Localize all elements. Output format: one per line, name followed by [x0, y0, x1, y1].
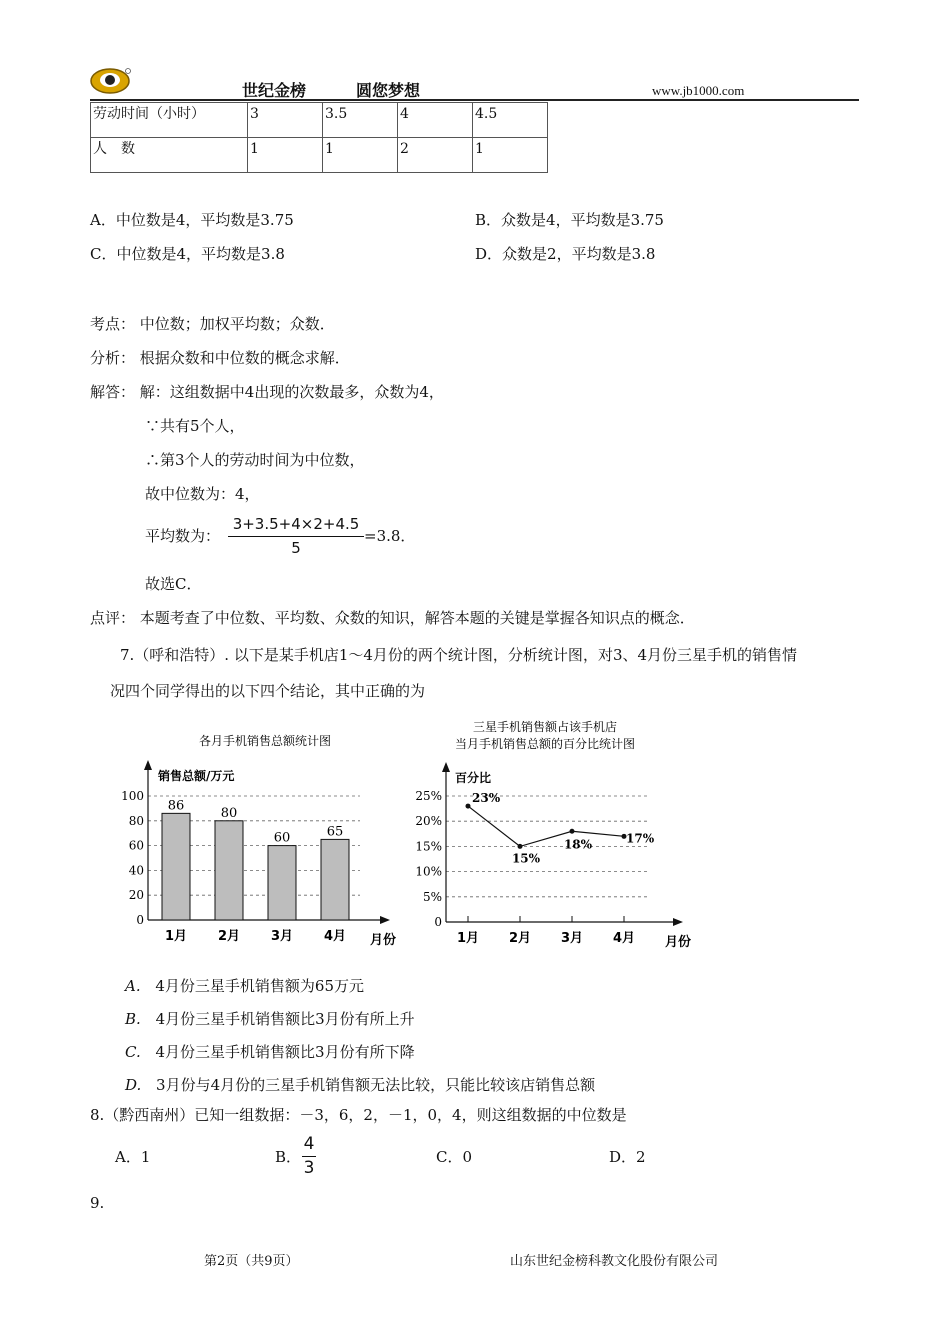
q7-stem-line2: 况四个同学得出的以下四个结论，其中正确的为: [110, 682, 426, 700]
fraction-numerator: 3+3.5+4×2+4.5: [232, 515, 360, 533]
line-chart-data-label: 17%: [626, 831, 655, 846]
option-letter: D.: [125, 1076, 142, 1094]
fraction-denominator: 3: [303, 1158, 315, 1178]
bar-chart-yaxis-arrow: [144, 760, 152, 770]
line-chart-xaxis-arrow: [673, 918, 683, 926]
average-label: 平均数为：: [145, 527, 221, 545]
line-chart-ytick: 25%: [415, 789, 442, 803]
line-chart-point: [466, 804, 471, 809]
option-letter: A.: [125, 977, 141, 995]
bar-chart-category-label: 4月: [323, 929, 347, 944]
bar-chart-ytick: 0: [136, 913, 144, 927]
option-text: 3月份与4月份的三星手机销售额无法比较，只能比较该店销售总额: [156, 1076, 596, 1094]
fraction-numerator: 4: [303, 1134, 315, 1154]
bar-chart-data-label: 60: [273, 830, 291, 846]
header-rule: [90, 99, 859, 101]
solution-step: ∵共有5个人，: [145, 417, 245, 435]
q6-option-a: A．中位数是4，平均数是3.75: [90, 211, 294, 229]
table-row: [91, 103, 548, 138]
bar-chart-xlabel: 月份: [370, 933, 397, 948]
table-cell: 4.5: [473, 103, 548, 138]
bar-chart-ytick: 80: [128, 813, 144, 828]
logo: [90, 66, 134, 96]
bar-chart-data-label: 86: [167, 798, 185, 814]
line-chart-category-label: 2月: [508, 931, 532, 946]
option-letter: C.: [125, 1043, 141, 1061]
q7-option-d: [125, 1075, 595, 1095]
labor-time-table: [90, 102, 548, 173]
q6-option-d: D．众数是2，平均数是3.8: [475, 245, 656, 263]
solution-step: 故中位数为：4，: [145, 485, 260, 503]
line-chart-xlabel: 月份: [665, 935, 692, 950]
line-chart-category-label: 1月: [456, 931, 480, 946]
line-chart-ytick: 10%: [415, 864, 442, 879]
q9-label: 9.: [90, 1194, 105, 1212]
choose-line: 故选C．: [145, 575, 202, 593]
q7-stem-line1: 7.（呼和浩特）. 以下是某手机店1～4月份的两个统计图，分析统计图，对3、4月份三星手机的销售情: [120, 646, 798, 664]
bar-chart-bar: [215, 821, 243, 920]
q8-option-d: D．2: [609, 1148, 646, 1166]
bar-chart-data-label: 65: [326, 824, 344, 840]
line-chart-ytick: 5%: [422, 889, 442, 904]
fenxi-line: 分析： 根据众数和中位数的概念求解．: [90, 349, 350, 367]
average-result: =3.8．: [364, 527, 416, 545]
bar-chart-ytick: 40: [128, 863, 144, 878]
bar-chart-category-label: 1月: [164, 929, 188, 944]
bar-chart-data-label: 80: [220, 805, 238, 821]
line-chart-yaxis-arrow: [442, 762, 450, 772]
table-cell: 2: [398, 138, 473, 173]
bar-chart-ytick: 100: [121, 789, 144, 803]
bar-chart-ylabel: 销售总额/万元: [158, 769, 235, 783]
solution-step: ∴第3个人的劳动时间为中位数，: [145, 451, 365, 469]
line-chart-ylabel: 百分比: [455, 771, 492, 785]
dianping-line: 点评： 本题考查了中位数、平均数、众数的知识，解答本题的关键是掌握各知识点的概念．: [90, 609, 695, 627]
option-text: 4月份三星手机销售额比3月份有所上升: [155, 1010, 415, 1028]
bar-chart-bar: [268, 846, 296, 920]
q8-option-c: C．0: [436, 1148, 473, 1166]
q7-charts: [0, 710, 950, 960]
option-text: 4月份三星手机销售额为65万元: [155, 977, 365, 995]
q6-option-b: B．众数是4，平均数是3.75: [475, 211, 664, 229]
q8-option-a: A．1: [115, 1148, 151, 1166]
line-chart-point: [518, 844, 523, 849]
q7-option-b: [125, 1009, 415, 1029]
bar-chart-ytick: 60: [128, 838, 144, 853]
bar-chart-category-label: 2月: [217, 929, 241, 944]
header-url: www.jb1000.com: [652, 83, 745, 98]
line-chart-series-line: [468, 806, 624, 846]
table-cell: 人 数: [91, 138, 248, 173]
line-chart-data-label: 23%: [472, 791, 501, 806]
bar-chart-category-label: 3月: [270, 929, 294, 944]
q8-stem: 8.（黔西南州）已知一组数据：－3，6，2，－1，0，4，则这组数据的中位数是: [90, 1106, 627, 1124]
footer-page-number: 第2页（共9页）: [204, 1254, 299, 1269]
option-text: 4月份三星手机销售额比3月份有所下降: [155, 1043, 415, 1061]
line-chart-category-label: 3月: [560, 931, 584, 946]
table-cell: 4: [398, 103, 473, 138]
line-chart-point: [570, 829, 575, 834]
option-letter: B.: [125, 1010, 141, 1028]
q6-option-c: C．中位数是4，平均数是3.8: [90, 245, 285, 263]
bar-chart-bar: [321, 839, 349, 920]
line-chart-data-label: 18%: [563, 837, 593, 852]
line-chart-title-line1: 三星手机销售额占该手机店: [472, 720, 618, 734]
bar-chart-ytick: 20: [128, 888, 144, 903]
footer-company: 山东世纪金榜科教文化股份有限公司: [510, 1254, 719, 1269]
average-fraction: [226, 515, 366, 561]
line-chart-ytick: 20%: [415, 814, 442, 829]
line-chart-ytick: 0: [434, 915, 442, 929]
brand-name: 世纪金榜: [242, 81, 307, 100]
q7-option-a: [125, 976, 364, 996]
fraction-bar: [228, 536, 364, 537]
table-cell: 1: [473, 138, 548, 173]
jieda-line: 解答： 解：这组数据中4出现的次数最多，众数为4，: [90, 383, 444, 401]
table-cell: 3.5: [323, 103, 398, 138]
q8-option-b-fraction: [300, 1134, 318, 1180]
brand-slogan: 圆您梦想: [356, 81, 421, 100]
table-cell: 1: [323, 138, 398, 173]
line-chart-data-label: 15%: [511, 851, 541, 866]
kaodian-line: 考点： 中位数；加权平均数；众数．: [90, 315, 335, 333]
fraction-denominator: 5: [291, 539, 301, 557]
line-chart-category-label: 4月: [612, 931, 636, 946]
q7-option-c: [125, 1042, 415, 1062]
table-row: [91, 138, 548, 173]
line-chart-title-line2: 当月手机销售总额的百分比统计图: [454, 737, 636, 751]
bar-chart-title: 各月手机销售总额统计图: [198, 734, 332, 748]
bar-chart-bar: [162, 813, 190, 920]
table-cell: 3: [248, 103, 323, 138]
q8-option-b: B．: [275, 1148, 302, 1166]
line-chart-ytick: 15%: [415, 839, 442, 854]
bar-chart-xaxis-arrow: [380, 916, 390, 924]
table-cell: 1: [248, 138, 323, 173]
table-cell: 劳动时间（小时）: [91, 103, 248, 138]
fraction-bar: [302, 1156, 316, 1157]
